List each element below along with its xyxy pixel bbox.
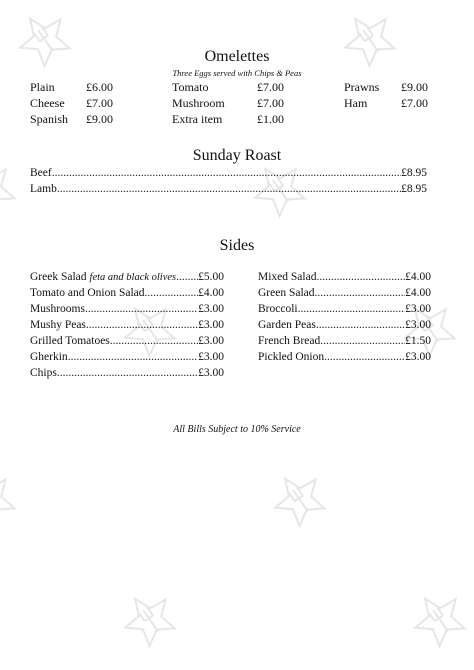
side-item	[30, 270, 224, 285]
side-item	[258, 286, 431, 300]
omelette-item-name: Plain	[30, 80, 55, 94]
omelette-item-price: £6.00	[86, 80, 113, 94]
omelette-item-price: £9.00	[86, 112, 113, 126]
dot-leader	[316, 270, 405, 284]
side-item-price: £5.00	[198, 271, 224, 283]
side-item-price: £3.00	[198, 335, 224, 347]
omelettes-subtitle: Three Eggs served with Chips & Peas	[172, 68, 302, 78]
dot-leader	[324, 350, 405, 364]
side-item-name: Broccoli	[258, 303, 298, 315]
omelette-item-name: Extra item	[172, 112, 223, 126]
side-item-price: £3.00	[405, 303, 431, 315]
omelette-item-price: £7.00	[257, 80, 284, 94]
omelette-item-name: Prawns	[344, 80, 380, 94]
omelette-item-price: £7.00	[257, 96, 284, 110]
side-item-name: Green Salad	[258, 287, 315, 299]
side-item-name: Pickled Onion	[258, 351, 325, 363]
side-item	[258, 270, 431, 284]
dot-leader	[110, 334, 198, 348]
side-item	[258, 334, 431, 348]
dot-leader	[86, 318, 198, 332]
dot-leader	[316, 318, 405, 332]
omelette-item-name: Tomato	[172, 80, 209, 94]
dot-leader	[320, 334, 405, 348]
side-item-price: £4.00	[405, 271, 431, 283]
dot-leader	[298, 302, 406, 316]
side-item-price: £3.00	[198, 367, 224, 379]
side-item-name: Garden Peas	[258, 319, 316, 331]
dot-leader	[145, 286, 199, 300]
sunday-roast-title: Sunday Roast	[192, 147, 282, 164]
restaurant-guru-watermark-icon	[115, 585, 182, 652]
roast-item-price: £8.95	[401, 183, 427, 195]
side-item	[30, 286, 224, 300]
dot-leader	[57, 182, 401, 196]
omelette-item-name: Spanish	[30, 112, 69, 126]
side-item-price: £3.00	[198, 351, 224, 363]
dot-leader	[315, 286, 406, 300]
omelettes-title: Omelettes	[204, 48, 270, 65]
side-item-name: Mushy Peas	[30, 319, 86, 331]
restaurant-guru-watermark-icon	[0, 465, 22, 532]
roast-item-name: Lamb	[30, 183, 57, 195]
side-item-name: Chips	[30, 367, 57, 379]
side-item-name: Mushrooms	[30, 303, 85, 315]
side-item	[30, 334, 224, 348]
side-item-price: £3.00	[405, 319, 431, 331]
side-item	[258, 318, 431, 332]
side-item-price: £1.50	[405, 335, 431, 347]
restaurant-guru-watermark-icon	[265, 465, 332, 532]
restaurant-guru-watermark-icon	[405, 585, 472, 652]
side-item-name: Mixed Salad	[258, 271, 317, 283]
omelette-item-name: Mushroom	[172, 96, 225, 110]
side-item-name: French Bread	[258, 335, 321, 347]
side-item-price: £4.00	[198, 287, 224, 299]
omelette-item-price: £1.00	[257, 112, 284, 126]
side-item-note: feta and black olives	[89, 272, 177, 283]
dot-leader	[57, 366, 198, 380]
side-item	[258, 350, 431, 364]
roast-item	[30, 182, 427, 196]
side-item-price: £3.00	[405, 351, 431, 363]
omelette-item-price: £7.00	[401, 96, 428, 110]
omelette-item-name: Cheese	[30, 96, 65, 110]
service-charge-note: All Bills Subject to 10% Service	[173, 424, 301, 435]
dot-leader	[68, 350, 198, 364]
side-item-name: Tomato and Onion Salad	[30, 287, 145, 299]
roast-item	[30, 166, 427, 180]
roast-item-price: £8.95	[401, 167, 427, 179]
side-item	[30, 318, 224, 332]
omelette-item-name: Ham	[344, 96, 368, 110]
roast-item-name: Beef	[30, 167, 52, 179]
side-item	[258, 302, 431, 316]
side-item-price: £3.00	[198, 303, 224, 315]
side-item	[30, 302, 224, 316]
sides-title: Sides	[219, 237, 255, 254]
dot-leader	[176, 270, 198, 284]
dot-leader	[52, 166, 401, 180]
side-item-name: Gherkin	[30, 351, 68, 363]
dot-leader	[85, 302, 198, 316]
side-item	[30, 366, 224, 380]
omelette-item-price: £7.00	[86, 96, 113, 110]
side-item-price: £4.00	[405, 287, 431, 299]
side-item-price: £3.00	[198, 319, 224, 331]
side-item-name: Grilled Tomatoes	[30, 335, 110, 347]
side-item-name: Greek Salad	[30, 271, 87, 283]
omelette-item-price: £9.00	[401, 80, 428, 94]
side-item	[30, 350, 224, 364]
